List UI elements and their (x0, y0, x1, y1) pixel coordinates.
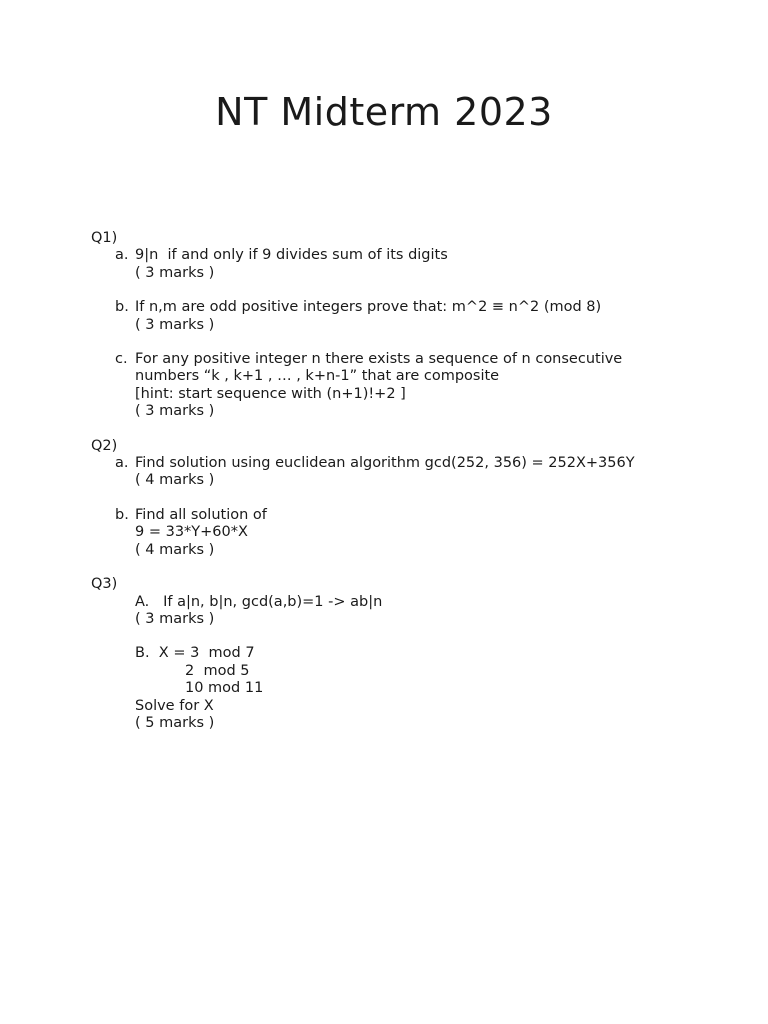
question-2 (91, 438, 711, 559)
question-label: Q1) (91, 230, 118, 246)
question-3 (91, 576, 711, 732)
q1-part-a (91, 247, 711, 282)
q1-part-c (91, 351, 711, 421)
hint-text: [hint: start sequence with (n+1)!+2 ] (135, 385, 406, 402)
equation-text: 9 = 33*Y+60*X (135, 524, 248, 541)
marks-text: ( 3 marks ) (135, 316, 215, 333)
question-text: numbers “k , k+1 , … , k+n-1” that are composite (135, 368, 500, 385)
marks-text: ( 3 marks ) (135, 610, 215, 627)
question-text: If n,m are odd positive integers prove that: m^2 ≡ n^2 (mod 8) (135, 299, 602, 316)
question-label: Q3) (91, 576, 118, 593)
question-label: Q2) (91, 437, 118, 454)
question-text: A. If a|n, b|n, gcd(a,b)=1 -> ab|n (135, 593, 383, 610)
question-1 (91, 230, 711, 421)
exam-content (91, 230, 711, 732)
question-text: 9|n if and only if 9 divides sum of its digits (135, 247, 448, 264)
congruence-text: 2 mod 5 (185, 662, 250, 679)
marks-text: ( 3 marks ) (135, 264, 215, 281)
list-marker: b. (115, 506, 129, 523)
marks-text: ( 3 marks ) (135, 403, 215, 420)
list-marker: a. (115, 247, 129, 264)
marks-text: ( 4 marks ) (135, 472, 215, 489)
q1-part-b (91, 299, 711, 334)
question-text: Find all solution of (135, 506, 267, 523)
congruence-text: B. X = 3 mod 7 (135, 645, 255, 662)
question-text: Find solution using euclidean algorithm gcd(252, 356) = 252X+356Y (135, 455, 635, 472)
congruence-text: 10 mod 11 (185, 680, 264, 697)
list-marker: a. (115, 455, 129, 472)
marks-text: ( 5 marks ) (135, 714, 215, 731)
q3-part-b (91, 645, 711, 732)
q3-part-a (91, 594, 711, 629)
list-marker: c. (115, 351, 128, 368)
list-marker: b. (115, 299, 129, 316)
question-text: For any positive integer n there exists a sequence of n consecutive (135, 351, 623, 368)
marks-text: ( 4 marks ) (135, 541, 215, 558)
page-title: NT Midterm 2023 (215, 90, 553, 134)
q2-part-b (91, 507, 711, 559)
q2-part-a (91, 455, 711, 490)
question-text: Solve for X (135, 697, 214, 714)
